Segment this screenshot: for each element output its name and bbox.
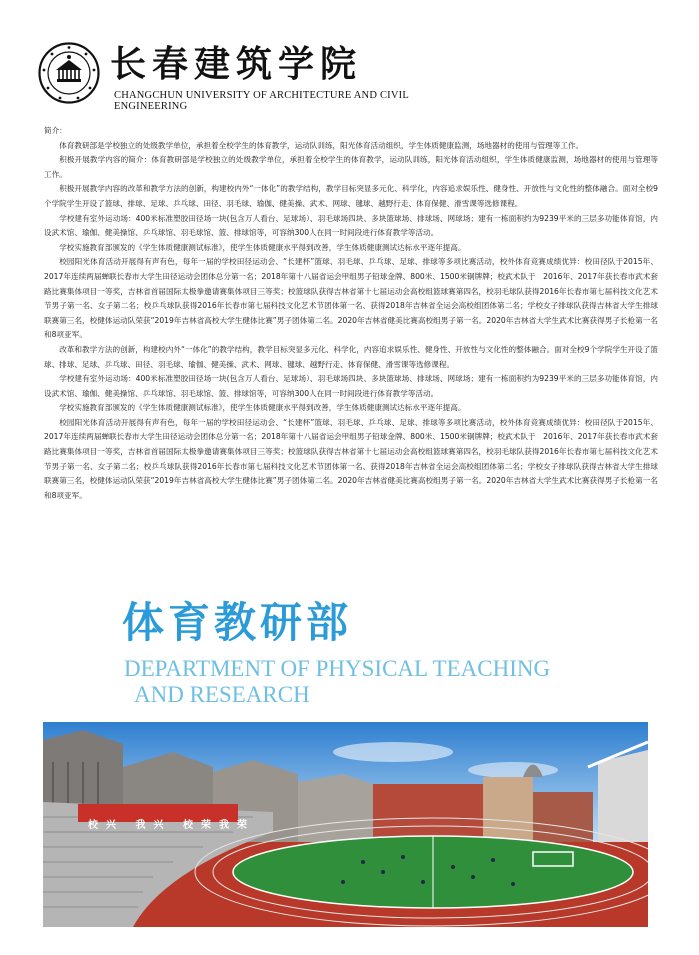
paragraph: 学校建有室外运动场：400米标准塑胶田径场一块(包含万人看台、足球场）、羽毛球场四块、多块篮球场、排球场、网球场；建有一栋面积约为9239平米的三层多功能体育馆，内设武术馆、瑜伽、健美操馆、乒乓球馆、羽毛球馆、篮、排球馆等，可容纳300人在同一时间段进行体育教学等活动。 (44, 213, 658, 238)
paragraph: 改革和教学方法的创新，构建校内外“一体化”的教学结构，教学目标突显多元化、科学化，内容追求娱乐性、健身性、开放性与文化性的整体融合。面对全校9个学院学生开设了篮球、排球、足球、乒乓球、田径、羽毛球、瑜伽、健美操、武术、网球、毽球、越野行走、体育保健、滑雪课等选修课程。 (44, 344, 658, 369)
department-title-en-line2: AND RESEARCH (134, 682, 310, 707)
department-title-en (124, 656, 664, 708)
paragraph: 学校建有室外运动场：400米标准塑胶田径场一块(包含万人看台、足球场）、羽毛球场四块、多块篮球场、排球场、网球场；建有一栋面积约为9239平米的三层多功能体育馆，内设武术馆、瑜伽、健美操馆、乒乓球馆、羽毛球馆、篮、排球馆等，可容纳300人在同一时间段进行体育教学等活动。 (44, 374, 658, 398)
university-header (38, 42, 458, 114)
paragraph: 积极开展教学内容的简介：体育教研部是学校独立的处级教学单位，承担着全校学生的体育教学，运动队训练，阳光体育活动组织，学生体质健康监测，场地器材的使用与管理等工作。 (44, 155, 658, 179)
photo-banner-text: 校兴 我兴 校荣我荣 (88, 820, 255, 831)
article-body (44, 124, 658, 503)
article-heading: 简介： (44, 126, 67, 135)
university-name-cn: 长春建筑学院 (110, 43, 363, 85)
paragraph: 体育教研部是学校独立的处级教学单位，承担着全校学生的体育教学，运动队训练，阳光体育活动组织，学生体质健康监测，场地器材的使用与管理等工作。 (59, 140, 584, 150)
paragraph: 学校实施教育部颁发的《学生体质健康测试标准》，使学生体质健康水平得到改善，学生体质健康测试达标水平逐年提高。 (59, 403, 466, 413)
university-name-en: CHANGCHUN UNIVERSITY OF ARCHITECTURE AND CIVIL ENGINEERING (114, 90, 409, 112)
department-title-cn: 体育教研部 (122, 598, 353, 647)
paragraph: 校园阳光体育活动开展得有声有色，每年一届的学校田径运动会、“长建杯”篮球、羽毛球、乒乓球、足球、排球等多项比赛活动，校外体育竞赛成绩优异：校田径队于2015年、2017年连续两届蝉联长春市大学生田径运动会团体总分第一名；2018年第十八届省运会甲组男子铅球金牌、800米、1500米铜牌牌；校武术队于 2016年、2017年获长春市武术套路比赛集体项目一等奖，吉林省首届国际太极拳邀请赛集体项目三等奖；校篮球队获得吉林省第十七届运动会高校组篮球赛第四名，校羽毛球队获得2016年长春市第七届科技文化艺术节男子第一名、女子第二名；校乒乓球队获得2016年长春市第七届科技文化艺术节团体第一名、获得2018年吉林省全运会高校组团体第二名；学校女子排球队获得吉林省大学生排球联赛第三名，校健体运动队荣获“2019年吉林省高校大学生健体比赛”男子团体第二名。2020年吉林省健美比赛高校组男子第一名。2020年吉林省大学生武术比赛获得男子长枪第一名和8项亚军。 (44, 257, 658, 340)
paragraph: 积极开展教学内容的改革和教学方法的创新，构建校内外“一体化”的教学结构，教学目标突显多元化、科学化，内容追求娱乐性、健身性、开放性与文化性的整体融合。面对全校9个学院学生开设了篮球、排球、足球、乒乓球、田径、羽毛球、瑜伽、健美操、武术、网球、毽球、越野行走、体育保健、滑雪课等选修课程。 (44, 184, 658, 208)
department-title-en-line1: DEPARTMENT OF PHYSICAL TEACHING (124, 656, 551, 681)
university-seal-icon (38, 42, 100, 104)
paragraph: 校园阳光体育活动开展得有声有色，每年一届的学校田径运动会、“长建杯”篮球、羽毛球、乒乓球、足球、排球等多项比赛活动，校外体育竞赛成绩优异：校田径队于2015年、2017年连续两届蝉联长春市大学生田径运动会团体总分第一名；2018年第十八届省运会甲组男子铅球金牌、800米、1500米铜牌牌；校武术队于 2016年、2017年获长春市武术套路比赛集体项目一等奖，吉林省首届国际太极拳邀请赛集体项目三等奖；校篮球队获得吉林省第十七届运动会高校组篮球赛第四名，校羽毛球队获得2016年长春市第七届科技文化艺术节男子第一名、女子第二名；校乒乓球队获得2016年长春市第七届科技文化艺术节团体第一名、获得2018年吉林省全运会高校组团体第二名；学校女子排球队获得吉林省大学生排球联赛第三名，校健体运动队荣获“2019年吉林省高校大学生健体比赛”男子团体第二名。2020年吉林省健美比赛高校组男子第一名。2020年吉林省大学生武术比赛获得男子长枪第一名和8项亚军。 (44, 417, 658, 500)
paragraph: 学校实施教育部颁发的《学生体质健康测试标准》，使学生体质健康水平得到改善，学生体质健康测试达标水平逐年提高。 (59, 242, 466, 252)
